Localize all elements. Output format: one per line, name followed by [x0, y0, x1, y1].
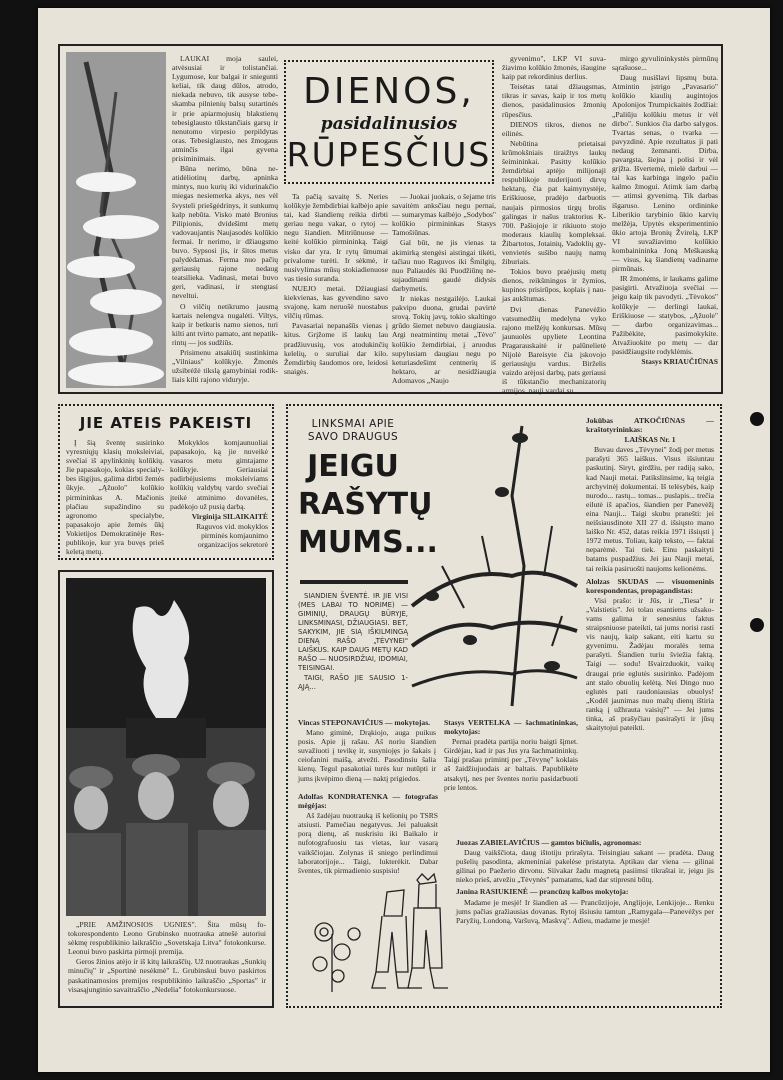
letter-kondratenka — [298, 792, 438, 875]
letter-skudas-body: Visi prašo: ir Jūs, ir „Tiesa" ir „Valstietis". Jei tolau esantiems užsakovams galima ir senesnius faktus straipsniuose pateikti, tai jums norisi rasti vis naujų, kaip sakant, eiti kartu su gyvenimu. Žadėjau moralės tema parašyti. Šiandien turiu šviežia faktą. Taigi — sodu! Išvairzduokit, vaikų draugai prie eglutės susirinko. Padėjom ant stalo obuolių kelėtą. Nei Dingo nuo eglutės pati raudoniausias obuolys! „Kodėl jaunimas nuo mažų dienų ištiria ranką į užhrauta vaisių?" — Jei jums tinka, aš prašyčiau pasirašyti ir jūsų skaitytojui pateikti. — [586, 595, 714, 733]
letter-vertelka-body: Pernai pradėta partija noriu baigti šįmet. Girdėjau, kad ir pas Jus yra šachmatininkų. Taigi prašau primintį per „Tėvynę" koklais aš žaidžiujuodais ar baltais. Papublikėte atsakytį, nes per šventes noriu pasidarbuoti prie lentos. — [444, 737, 578, 792]
letter-atkociunas-body: Buvau daves „Tėvynei" žodį per metus parašyti 365 laiškus. Visus išsiuntau paskutinį. Siryt, girdžiu, per radiją sako, kad Nauji metai. Patikslinsime, ką teigia archyvinėj dokumentai. Iš telėsybės, kaip nurodo... rastų... tomas... puslapis... trečia eilutė iš apačios, šiandien per Panevėžį eina Nauji... Taigi skubu pranešti: jei neišsiausdinote XII 27 d. išsiųsto mano laiško Nr. 452, datas reikia 1971 išsiųsti į 1972 metus. Toliau, kaip teksto, — faktai neparėmė. Tai tiek. Einu paskaityti batams puspadžius. Jei jau Nauji metai, tai reikia pasiruošti naujoms kelionėms. — [586, 445, 714, 573]
top-col1-p3: O vilčių netikrumo jausmą kartais nelengva nugalėti. Viltys, kaip ir betkuris namo sienos, turi kilti ant tvirto pamato, ant nepatikrintų — jos sudžiūs. — [172, 301, 278, 347]
notice-title: JIE ATEIS PAKEISTI — [79, 414, 253, 432]
letter-skudas-head: Alolzas SKUDAS — visuomeninis korespondentas, propagandistas: — [586, 576, 714, 595]
letter-vertelka-head: Stasys VERTELKA — šachmatininkas, mokytojas: — [444, 718, 578, 737]
branch-with-birds-illustration — [412, 416, 582, 706]
letters-lead-text: SIANDIEN ŠVENTĖ. IR JIE VISI (MES LABAI TO NORIME) — GIMINIŲ, DRAUGŲ BŪRYJE, LINKSMINASI, DŽIAUGIASI. BET, SAKYKIM, JIE SIĄ IŠKILMINGĄ DIENĄ RAŠO „TĖVYNEI" LAIŠKUS. KAIP DAUG METŲ KAD RAŠO — NUOSIRDŽIAI, IDOMIAI, TEISINGAI. — [298, 592, 408, 672]
letter-atkociunas-sub: LAIŠKAS Nr. 1 — [624, 435, 676, 445]
letters-title — [298, 448, 438, 588]
letters-bottom-col — [456, 838, 714, 1004]
letter-steponavicius-head: Vincas STEPONAVIČIUS — mokytojas. — [298, 718, 431, 727]
snow-tree-illustration — [66, 52, 166, 388]
photo-caption-text-1: „PRIE AMŽINOSIOS UGNIES". Šita mūsų fotokorespondento Leono Grubinsko nuotrauka atnešė autoriui sėkmę respublikinio laikraščio „Sovetskaja Litva" fotokonkurse. Leonui buvo paskirta pirmoji premija. — [68, 920, 266, 957]
letter-kondratenka-body: Aš žadėjau nuotrauką iš kelionių po TSRS atsiusti. Pamečiau negatyvus. Jei paluaksit porą dienų, aš nuskrisiu iki Baikalo ir nufotografuosiu tas vietas, kur vasarą vaikščiojau. Zolynas iš sniego perlindimui laboratorijoje... Taigi, lukterėkit. Dabar šventes, tik pirmadienio suspisiu! — [298, 811, 438, 875]
top-col3-p2: Gal būt, ne jis vienas ta akimirką stengėsi aistingai tikėti, tačiau nuo Raguvos iki Šmilgių, nuo Paliaudės iki Puodžiūnų nesujaudinami gaudė didysis darbymetis. — [392, 238, 496, 293]
letters-title-line-1: JEIGU — [307, 449, 399, 484]
top-col2-p1: Ta pačią savaitę S. Neries kolūkyje žembdirbiai kalbėjo apie tai, kad šiandienų reikia dirbti geriau negu vakar, o rytoj — negu šiandien. Mitriūnuose — keitė kolūkio pirmininką. Taigi visko dar yra. Ir rytų ūmumai privalome turėti. Ir sėkmė, ir nusivylimas mūsų stokiadienuose vas tiesio suranda. — [284, 192, 388, 283]
top-col4-p5: Tokios buvo praėjusių metų dienos, reikšmingos ir žymios, kupinos prisirūpos, koplais į naujas aukštumas. — [502, 267, 606, 304]
top-col2-p3: Pavasariai nepanašūs vienas į kitus. Grįžome iš laukų lau pradžiuvusių, vos atodukinčių kelelių, o suruliai dar kilo. Žemdirbių šaudomos ore, leidosi snaigės. — [284, 321, 388, 376]
title-line-2: pasidalinusios — [320, 114, 458, 134]
notice-col2-text: Mokyklos komjaunuoliai papasakojo, ką jie nuveikė vasaros metu gimtajame kolūkyje. Geriausiai padirbėjusiems moksleiviams kolūkių valdybų vardo svečiai įteikė atminimo dovanėles, padėkojo už pusią darbą. — [170, 438, 268, 511]
soldiers-flame-illustration — [66, 578, 266, 916]
top-col1-p2: Būna nerimo, būna neatidėliotinų darbų, apninka mintys, nuo kurių iki vidurinakčio miegas nesiemerka akys, nes vėl švysteli priešgėdrinys, it sunkumų kalp nebūta. Visko matė Bronius Pilipionis, dvidešimt metų vadovaujantis Naujasodės kolūkio fermai. Ir nerimo, ir džiaugsmo buvo. Sypsosi jis, ir šitos metus palydėdamas. Ferma nuo pačių geriausių rajone nedaug teatsilieka. Vadinasi, metai buvo geri, vadinasi, ir stengtasi neveltui. — [172, 164, 278, 301]
top-col-2 — [284, 192, 388, 388]
letter-rasiukiene-body: Madame je mesjė! Ir šiandien aš — Prancūzijoje, Anglijoje, Lenkijoje... Renku jums pačias gražiausias dovanas. Rytoj išsiusiu tamtun „Ramygala—Panevėžys per Paryžių, Londoną, Varšuvą, Maskvą". Adieu, madame je mesjė! — [456, 897, 714, 925]
notice-sig-caption: Raguvos vid. mokyklos pirminės komjaunimo organizacijos sekretorė — [196, 521, 268, 550]
top-col-1 — [172, 54, 278, 388]
snowy-tree-photo — [66, 52, 166, 388]
photo-caption — [68, 920, 266, 1006]
top-col1-p4: Prisimenu atsakiūtį sustinkima „Vilniaus" kolūkyje. Žmonės užsibrėžė tikslą gamybiniai rodikliais kilti rajono viduryje. — [172, 348, 278, 385]
letter-zabielavicius-body: Daug vaikščiota, daug ištotiju prirašyta. Teisingiau sakant — pradėta. Daug pušelių pasodinta, akmeniniai pakelėse pristatyta. Aptikau dar viena — gilinai gilinai po Paežerio dirvonu. Siivakar žadu magnetą pasiimsi tikraštai ir, jeigu jis nieko prieš, atvežiu „Tėvynės" pamatams, kad dar stipresni būtų. — [456, 848, 714, 885]
letter-rasiukiene-head: Janina RASIUKIENĖ — prancūzų kalbos mokytoja: — [456, 887, 629, 897]
top-col5-p1: mirgo gyvulininkystės pirmūnų sąrašuose... — [612, 54, 718, 73]
top-col-4 — [502, 54, 606, 396]
notice-col1-text: Į šią šventę susirinko vyresniųjų klasių moksleiviai, svečiai iš apylinkinių kolūkių. Jie papasakojo, kokias specialybes išigijus, galima dirbti žemės ūkyje. „Ąžuolo" kolūkio pirmininkas A. Mačionis plačiau supažindino su agronomo specialybe, papasakojo apie žemės ūkį Vokietijos Demokratinėje Respublikoje, kur yra buvęs prieš keletą metų. — [66, 438, 164, 557]
letter-kondratenka-head: Adolfas KONDRATENKA — fotografas mėgėjas: — [298, 792, 438, 811]
photo-caption-text-2: Geros žinios atėjo ir iš kitų laikraščių. Už nuotraukas „Sunkių minučių" ir „Sportinė nesėkmė" L. Grubinskui buvo paskirtos paskatinamosios premijos respublikinio laikraščio „Sportas" ir visasąjunginio savaitraščio „Nedelia" fotokonkursuose. — [68, 957, 266, 994]
top-col5-p2: Daug nusišlavi lipsmų buta. Atmintin įstrigo „Pavasario" kolūkio kiaulių augintojos Apolonijos Trumpickaitės žodžiai: „Paliūju kolūkiu metus ir vėl dirbo". Sunkios čia darbo salygos. Tvartas senas, o tvarka — pavyzdinė. Apie rezultatus ji pati nedaug žemnanti. Dirba, pavargsta, šiejna į polisi ir vėl grįžta. Išvertemė, mielė darbui — tai kas karbinga ingelo pačiu kalmo žmogui. Atimk iam darbą — atimsi gyvenimą. Tik darbas išgaruso. Lenino ordininke Liberikio tarybinio ūkio karvių melžėja, Upytės eksperimentinio ūkio artoja Bronių Žvirelą, LKP VI suvažiavimo kolūkio kombainininka Joną Meškauską — visus, ką šiandienų vadiname pirmūnais. — [612, 73, 718, 274]
top-col4-p2: Teisėtas tatai džiaugsmas, tikras ir savas, kaip ir tos metų dienos, pasidalinusios žmonių rūpesčius. — [502, 82, 606, 119]
letter-vertelka — [444, 718, 578, 830]
top-col3-p3: Ir niekas nestgailėjo. Laukai pakvipo duona, grudai pavirtė srovą. Tokių javų, tokio skaltingo grūdo šiemet nebuvo daugiausia. Argi neatmintinų metai „Tėvo" kolūkio žemdirbiai, į aruodus supylusiam daugiau negu po keturiasdešimt centnerių iš hektaro, ar nesidžiaugia Adomavos „Naujo — [392, 294, 496, 385]
top-col3-p1: — Juokai juokais, o šejame tris savaitėm anksčiau negu pernai, — sumarymas kalbėjo „Sodybos" kolūkio pirmininkas Stasys Tamošiūnas. — [392, 192, 496, 238]
top-title-box — [284, 60, 494, 184]
top-col4-p4: Nebūtina prietaisai krūmokšniais tiraižtys laukų šeimininkai. Pasitty kolūkio žemdirbiai aptėjo milijonaji respublikoje nuderijuoti dirvų hektarų, čia pat kaimynystėje, Eriškiuose, pradėjo darbuotis naujais pirmosios tirgų brolis galingas ir našus traktorius K-700. Pašiojoje ir rikiuoto stojo moderaus kiaulių kompleksai. Žibartotos, Jotainių, Vadoklių gyvenvietės sušibo naujų namų žiburiais. — [502, 138, 606, 267]
top-article-signature: Stasys KRIAUČIŪNAS — [641, 357, 718, 367]
top-col4-p1: gyvenimo", LKP VI suvažiavimo kolūkio žmonės, išaugine kaip pat rekordinius derlius. — [502, 54, 606, 82]
notice-box — [58, 404, 274, 560]
notice-col-1 — [66, 438, 164, 556]
photo-box — [58, 570, 274, 1008]
letters-title-line-3: MUMS... — [298, 525, 438, 560]
letter-steponavicius-body: Mano giminė, Drąkiojo, auga puikus posis. Apie jį rašau. Aš noriu šiandien suvažiuoti į tevikę ir, susyniojęs jo šakais į ceiofanini maišą, atvežti. Pasodinsiu šalia kienų. Tegul pasakotiai turės kur nutūpti ir jums įkvėpimo dieną — naktį prigiedos. — [298, 728, 436, 783]
letters-lead — [298, 592, 408, 712]
notice-col-2 — [170, 438, 268, 556]
title-line-1: DIENOS, — [303, 71, 475, 112]
top-col-5 — [612, 54, 718, 388]
binder-hole-top — [750, 412, 764, 426]
letters-article-box — [286, 404, 722, 1008]
title-rule — [300, 580, 408, 584]
letter-atkociunas-head: Jokūbas ATKOČIŪNAS — kraštotyrininkas: — [586, 416, 714, 435]
top-col2-p2: NUEJO metai. Džiaugiasi kiekvienas, kas gyvendino savo svajonę, kam neruošė nuostabus vilčių rūmas. — [284, 283, 388, 321]
top-col5-p3: IR žmonėms, ir laukams galime pasigirti. Atvažiuoja svečiai — jeigu kaip tik pavodyti. „Tėvokos" kolūkyje — derlingi laukai, Eriškiuose — statybos, „Ąžuole" — darbo organizavimas... Pažibėkite, pasimokykite. Atvažiuokite po metų — dar pasidžiaugsite rodyklėmis. — [612, 274, 718, 356]
top-col1-p1: LAUKAI moja saulei, atvėsusiai ir tolistančiai. Lygumose, kur balgai ir sniegunti keliai, tik daug dūlos, atrodo, niekada nebuvo, tik ausyse tebeskamba pilnienių balsų sutartinės ir prie apiarmojusių blakstienų tebesiglausto tūkstančiais garsų ir nenutomo virpesio perpildytas oras. Tebesiglausto, nes žmogaus atminčis ilgai gyvena prisiminimais. — [172, 54, 278, 164]
letters-title-line-2: RAŠYTŲ — [298, 487, 433, 522]
letters-kicker: LINKSMAI APIE SAVO DRAUGUS — [307, 418, 399, 443]
eternal-flame-photo — [66, 578, 266, 916]
title-line-3: RŪPESČIUS — [286, 135, 492, 174]
cartoon-figures-illustration — [302, 872, 452, 998]
newspaper-page — [38, 8, 770, 1072]
top-col-3 — [392, 192, 496, 388]
top-col4-p6: Dvi dienas Panevėžio vatsumedžių medelyna vyko rajono melžėjų konkursas. Mūsų jaunuolės upyliete Leontina Pragarauskaitė ir palūnelietė Nijolė Bareisyte čia įskovojo geriausiųju vardus. Birželis vaizdo arėjosi darbų, pats geriausi iš tūkstančio mechanizatorių armijos, nauji vardai su — [502, 304, 606, 396]
binder-hole-bottom — [750, 618, 764, 632]
notice-signature: Virginija SILAIKAITĖ — [191, 511, 268, 521]
letters-lead-end: TAIGI, RAŠO JIE SAUSIO 1-ĄJĄ... — [298, 674, 408, 691]
letter-zabielavicius-head: Juozas ZABIELAVIČIUS — gamtos bičiulis, agronomas: — [456, 838, 642, 847]
top-article-box — [58, 44, 723, 394]
top-col4-p3: DIENOS tikros, dienos ne eilinės. — [502, 119, 606, 138]
